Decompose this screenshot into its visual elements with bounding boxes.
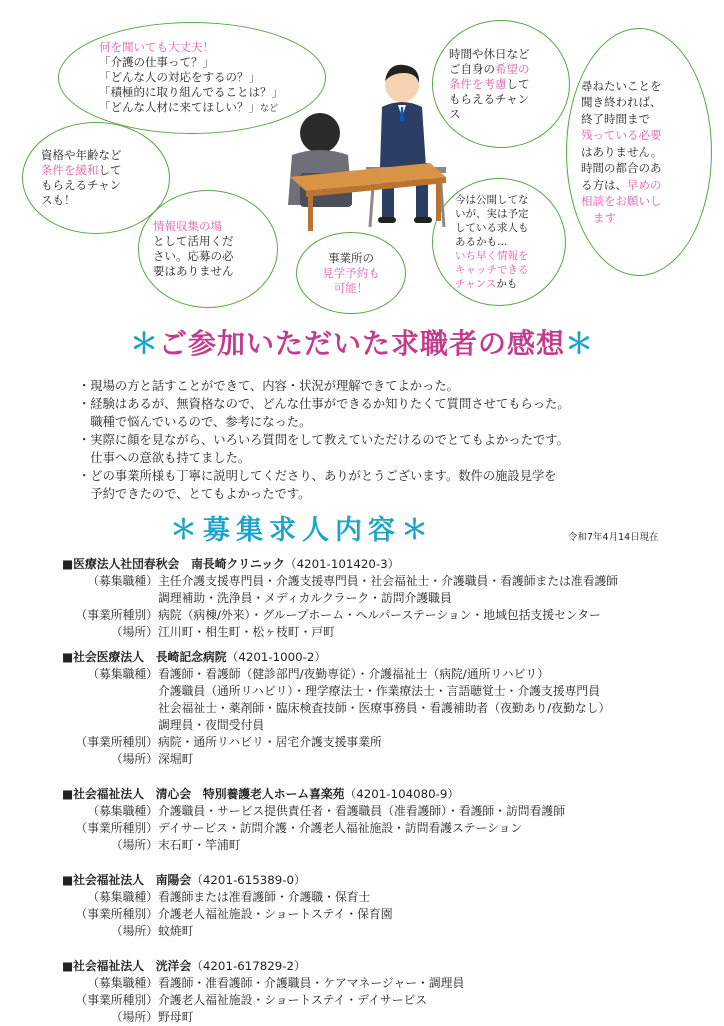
label-type: （事業所種別） <box>75 608 158 622</box>
facility-types: 介護老人福祉施設・ショートステイ・デイサービス <box>158 993 428 1007</box>
bubble-text: 条件を考慮 <box>449 76 507 91</box>
bubble-text: あるかも… <box>455 236 508 248</box>
location: 深堀町 <box>158 752 194 766</box>
job-types: 看護師・准看護師・介護職員・ケアマネージャー・調理員 <box>158 976 465 990</box>
label-job: （募集職種） <box>87 574 158 588</box>
org-block <box>62 786 712 854</box>
org-name: ■社会福祉法人 南陽会 <box>62 873 192 887</box>
bubble-text: 事業所の <box>328 250 374 265</box>
impression-item: ・どの事業所様も丁寧に説明してくださり、ありがとうございます。数件の施設見学を <box>78 469 557 483</box>
bubble-text: もらえるチャン <box>449 91 530 106</box>
bubble-text: 相談をお願いし <box>581 194 662 209</box>
org-name: ■社会福祉法人 清心会 特別養護老人ホーム喜楽苑 <box>62 787 345 801</box>
impression-item: ・経験はあるが、無資格なので、どんな仕事ができるか知りたくて質問させてもらった。 <box>78 397 570 411</box>
bubble-text: 見学予約も <box>322 265 380 280</box>
label-job: （募集職種） <box>87 804 158 818</box>
label-job: （募集職種） <box>87 890 158 904</box>
bubble-text: もらえるチャン <box>41 178 122 192</box>
bubble-text: 情報収集の場 <box>153 219 222 233</box>
bubble-text: として活用くだ <box>153 234 234 248</box>
job-seeker-figure <box>366 65 446 227</box>
bubble-text: 尋ねたいことを <box>581 78 662 93</box>
bubble-text: チャンス <box>455 278 497 290</box>
org-block <box>62 649 712 768</box>
bubble-text: る方は、 <box>581 177 627 192</box>
bubble-text: 聞き終われば、 <box>581 95 662 110</box>
label-type: （事業所種別） <box>75 993 158 1007</box>
facility-types: 介護老人福祉施設・ショートステイ・保育園 <box>158 907 393 921</box>
bubble-text: 「どんな人材に来てほしい？」 <box>99 99 260 114</box>
bubble-text: いち早く情報を <box>455 250 529 262</box>
bubble-text: キャッチできる <box>455 264 529 276</box>
bubble-text: している求人も <box>455 222 529 234</box>
org-name: ■社会医療法人 長崎記念病院 <box>62 650 227 664</box>
bubble-text: など <box>260 103 279 114</box>
bubble-text: ます <box>593 210 616 225</box>
impressions-title <box>0 322 724 362</box>
org-name: ■医療法人社団春秋会 南長崎クリニック <box>62 557 285 571</box>
bubble-text: 「どんな人の対応をするの？」 <box>99 69 260 84</box>
location: 野母町 <box>158 1010 194 1024</box>
job-types: 看護師・看護師（健診部門/夜勤専従）・介護福祉士（病院/通所リハビリ） <box>158 667 549 681</box>
bubble-text: スも！ <box>41 193 76 207</box>
title-star: ＊ <box>129 327 159 360</box>
job-listings <box>62 556 712 1026</box>
label-place: （場所） <box>110 924 158 938</box>
job-types: 介護職員・サービス提供責任者・看護職員（准看護師）・看護師・訪問看護師 <box>158 804 565 818</box>
bubble-text: して <box>506 76 530 91</box>
location: 蚊焼町 <box>158 924 194 938</box>
label-type: （事業所種別） <box>75 907 158 921</box>
label-place: （場所） <box>110 625 158 639</box>
bubble-text: 早めの <box>627 177 662 192</box>
bubble-text: 可能！ <box>333 280 369 295</box>
facility-types: デイサービス・訪問介護・介護老人福祉施設・訪問看護ステーション <box>158 821 523 835</box>
job-types: 主任介護支援専門員・介護支援専門員・社会福祉士・介護職員・看護師または准看護師 <box>158 574 619 588</box>
impression-item: ・実際に顔を見ながら、いろいろ質問をして教えていただけるのでとてもよかったです。 <box>78 433 569 447</box>
job-types: 介護職員（通所リハビリ）・理学療法士・作業療法士・言語聴覚士・介護支援専門員 <box>158 684 601 698</box>
bubble-text: はありません。 <box>581 144 663 159</box>
speech-bubble-leave-early <box>566 28 712 276</box>
bubble-text: 資格や年齢など <box>41 148 122 162</box>
bubble-text: して <box>98 163 122 177</box>
facility-types: 病院（病棟/外来）・グループホーム・ヘルパーステーション・地域包括支援センター <box>158 608 601 622</box>
label-job: （募集職種） <box>87 667 158 681</box>
org-code: （4201-104080-9） <box>344 787 460 801</box>
speech-bubble-tour-booking <box>296 232 406 314</box>
recruit-title <box>170 508 434 547</box>
bubble-text: 今は公開してな <box>455 194 529 206</box>
org-name: ■社会福祉法人 洸洋会 <box>62 959 192 973</box>
location: 末石町・竿浦町 <box>158 838 241 852</box>
job-types: 調理員・夜間受付員 <box>158 718 265 732</box>
impression-item: 予約できたので、とてもよかったです。 <box>78 487 311 501</box>
impression-item: 仕事への意欲も持てました。 <box>78 451 251 465</box>
org-code: （4201-101420-3） <box>284 557 400 571</box>
facility-types: 病院・通所リハビリ・居宅介護支援事業所 <box>158 735 382 749</box>
bubble-text: 残っている必要 <box>581 128 662 143</box>
bubble-text: 終了時間まで <box>581 111 650 126</box>
impressions-list <box>78 377 698 503</box>
speech-bubble-info-gathering <box>138 190 278 308</box>
bubble-text: さい。応募の必 <box>153 249 234 263</box>
bubble-text: 「積極的に取り組んでることは？」 <box>99 84 283 99</box>
org-code: （4201-615389-0） <box>191 873 306 887</box>
label-type: （事業所種別） <box>75 821 158 835</box>
impression-item: 職種で悩んでいるので、参考になった。 <box>78 415 312 429</box>
title-star: ＊ <box>565 327 595 360</box>
bubble-text: 何を聞いても大丈夫！ <box>99 39 214 54</box>
recruit-title-text: 募集求人内容 <box>203 515 401 546</box>
job-types: 看護師または准看護師・介護職・保育士 <box>158 890 371 904</box>
bubble-text: 時間の都合のあ <box>581 161 662 176</box>
impressions-title-text: ご参加いただいた求職者の感想 <box>158 327 565 360</box>
bubble-text: ス <box>449 106 461 121</box>
org-block <box>62 556 712 641</box>
org-block <box>62 958 712 1026</box>
impression-item: ・現場の方と話すことができて、内容・状況が理解できてよかった。 <box>78 379 459 393</box>
label-place: （場所） <box>110 752 158 766</box>
bubble-text: ご自身の <box>449 61 495 76</box>
bubble-text: いが、実は予定 <box>455 208 529 220</box>
location: 江川町・相生町・松ヶ枝町・戸町 <box>158 625 335 639</box>
label-job: （募集職種） <box>87 976 158 990</box>
bubble-text: 時間や休日など <box>449 46 530 61</box>
bubble-text: 要はありません <box>153 264 234 278</box>
job-types: 調理補助・洗浄員・メディカルクラーク・訪問介護職員 <box>158 591 452 605</box>
job-types: 社会福祉士・薬剤師・臨床検査技師・医療事務員・看護補助者（夜勤あり/夜勤なし） <box>158 701 611 715</box>
org-block <box>62 872 712 940</box>
bubble-text: 条件を緩和 <box>41 163 99 177</box>
org-code: （4201-1000-2） <box>226 650 327 664</box>
bubble-text: 希望の <box>495 61 530 76</box>
title-star: ＊ <box>401 515 434 546</box>
label-place: （場所） <box>110 838 158 852</box>
bubble-text: 「介護の仕事って？」 <box>99 54 214 69</box>
interview-illustration <box>270 55 470 235</box>
label-place: （場所） <box>110 1010 158 1024</box>
bubble-text: かも <box>496 278 518 290</box>
title-star: ＊ <box>170 515 203 546</box>
label-type: （事業所種別） <box>75 735 158 749</box>
org-code: （4201-617829-2） <box>191 959 306 973</box>
as-of-date: 令和7年4月14日現在 <box>568 532 659 543</box>
